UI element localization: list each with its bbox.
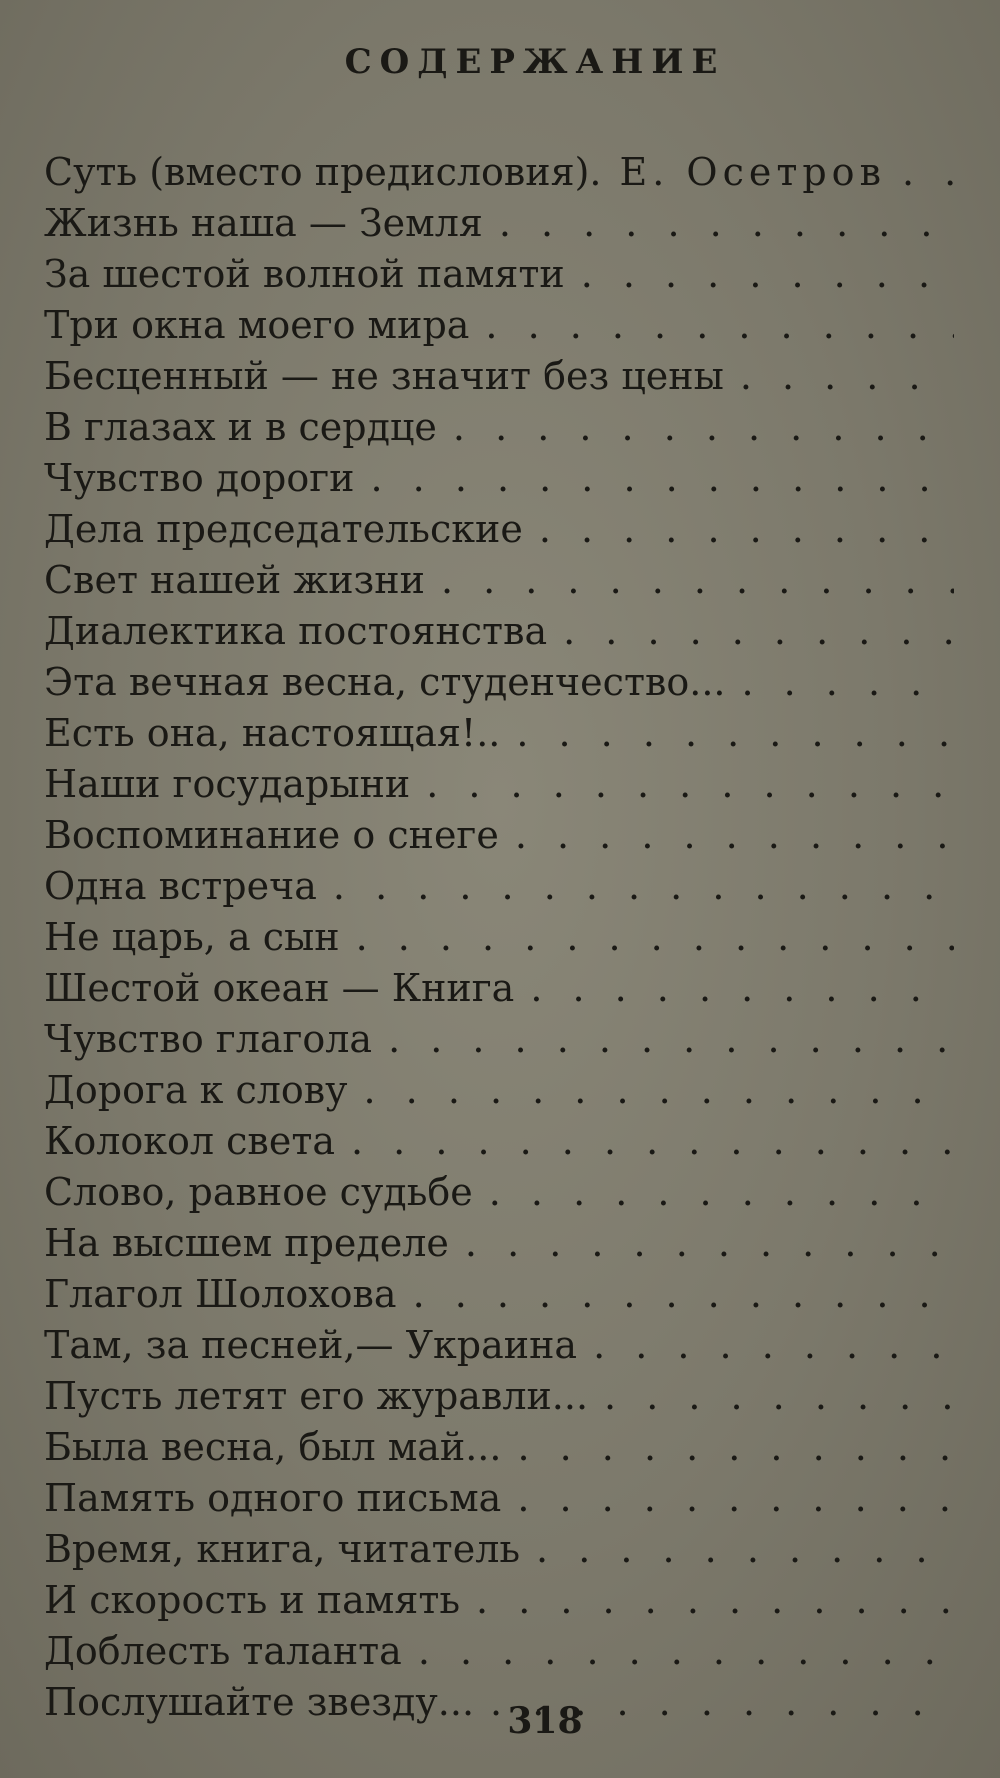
dot-leader — [516, 711, 954, 755]
entry-title: Слово, равное судьбе — [44, 1170, 473, 1214]
entry-title: Три окна моего мира — [44, 303, 470, 347]
toc-entry — [44, 1323, 954, 1374]
dot-leader — [364, 1068, 955, 1112]
entry-title: Суть (вместо предисловия). — [44, 150, 602, 194]
dot-leader — [499, 201, 954, 245]
dot-leader — [593, 1323, 954, 1367]
entry-title: Послушайте звезду... — [44, 1680, 475, 1724]
entry-author: Е. Осетров — [619, 150, 886, 194]
toc-entry — [44, 1425, 954, 1476]
entry-title: Чувство дороги — [44, 456, 355, 500]
dot-leader — [453, 405, 954, 449]
entry-title: Бесценный — не значит без цены — [44, 354, 724, 398]
toc-entry — [44, 252, 954, 303]
dot-leader — [530, 966, 954, 1010]
entry-title: Чувство глагола — [44, 1017, 373, 1061]
entry-title: Дела председательские — [44, 507, 523, 551]
table-of-contents — [44, 150, 954, 1731]
dot-leader — [741, 660, 954, 704]
dot-leader — [536, 1527, 954, 1571]
entry-title: Время, книга, читатель — [44, 1527, 521, 1571]
dot-leader — [517, 1425, 954, 1469]
toc-entry — [44, 1629, 954, 1680]
toc-entry — [44, 405, 954, 456]
toc-entry — [44, 1068, 954, 1119]
dot-leader — [333, 864, 954, 908]
entry-title: Память одного письма — [44, 1476, 502, 1520]
entry-title: Свет нашей жизни — [44, 558, 425, 602]
dot-leader — [441, 558, 954, 602]
toc-entry — [44, 150, 954, 201]
toc-entry — [44, 1170, 954, 1221]
entry-title: Доблесть таланта — [44, 1629, 402, 1673]
toc-entry — [44, 558, 954, 609]
dot-leader — [485, 303, 954, 347]
entry-title: Наши государыни — [44, 762, 411, 806]
dot-leader — [515, 813, 954, 857]
entry-title: Шестой океан — Книга — [44, 966, 515, 1010]
dot-leader — [465, 1221, 954, 1265]
toc-entry — [44, 915, 954, 966]
toc-entry — [44, 1578, 954, 1629]
toc-entry — [44, 456, 954, 507]
entry-title: За шестой волной памяти — [44, 252, 565, 296]
entry-title: На высшем пределе — [44, 1221, 449, 1265]
toc-entry — [44, 609, 954, 660]
entry-title: Жизнь наша — Земля — [44, 201, 483, 245]
toc-entry — [44, 201, 954, 252]
dot-leader — [489, 1170, 954, 1214]
toc-entry — [44, 1476, 954, 1527]
entry-title: Диалектика постоянства — [44, 609, 548, 653]
toc-entry — [44, 354, 954, 405]
dot-leader — [740, 354, 954, 398]
dot-leader — [388, 1017, 954, 1061]
entry-title: И скорость и память — [44, 1578, 461, 1622]
entry-title: Глагол Шолохова — [44, 1272, 397, 1316]
toc-entry — [44, 1272, 954, 1323]
entry-title: Дорога к слову — [44, 1068, 348, 1112]
entry-title: Эта вечная весна, студенчество... — [44, 660, 726, 704]
dot-leader — [539, 507, 954, 551]
dot-leader — [356, 915, 954, 959]
entry-title: Колокол света — [44, 1119, 335, 1163]
entry-title: Воспоминание о снеге — [44, 813, 499, 857]
dot-leader — [413, 1272, 954, 1316]
dot-leader — [604, 1374, 954, 1418]
dot-leader — [351, 1119, 954, 1163]
dot-leader — [418, 1629, 954, 1673]
dot-leader — [371, 456, 955, 500]
toc-entry — [44, 711, 954, 762]
toc-entry — [44, 1017, 954, 1068]
toc-entry — [44, 1119, 954, 1170]
entry-title: Была весна, был май... — [44, 1425, 502, 1469]
dot-leader — [581, 252, 954, 296]
contents-heading: СОДЕРЖАНИЕ — [344, 42, 726, 82]
dot-leader — [426, 762, 954, 806]
entry-title: Есть она, настоящая!.. — [44, 711, 501, 755]
toc-entry — [44, 966, 954, 1017]
entry-title: Там, за песней,— Украина — [44, 1323, 578, 1367]
toc-entry — [44, 303, 954, 354]
toc-entry — [44, 507, 954, 558]
toc-entry — [44, 660, 954, 711]
entry-title: Не царь, а сын — [44, 915, 340, 959]
page-number: 318 — [507, 1700, 583, 1742]
toc-entry — [44, 1527, 954, 1578]
entry-title: Пусть летят его журавли... — [44, 1374, 589, 1418]
dot-leader — [563, 609, 954, 653]
dot-leader — [902, 150, 954, 194]
toc-entry — [44, 1374, 954, 1425]
entry-title: В глазах и в сердце — [44, 405, 437, 449]
toc-entry — [44, 1221, 954, 1272]
toc-entry — [44, 762, 954, 813]
dot-leader — [517, 1476, 954, 1520]
toc-entry — [44, 864, 954, 915]
toc-entry — [44, 813, 954, 864]
dot-leader — [476, 1578, 954, 1622]
entry-title: Одна встреча — [44, 864, 317, 908]
